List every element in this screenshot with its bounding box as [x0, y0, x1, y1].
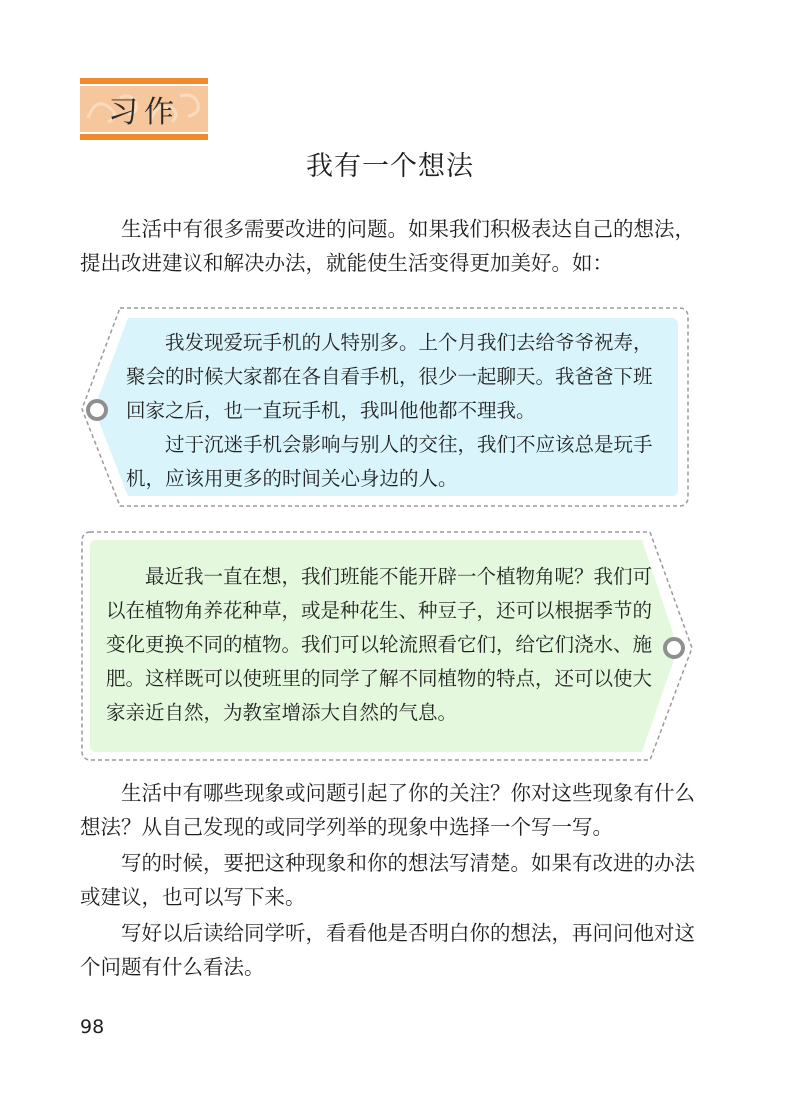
example-card-2: [80, 530, 694, 762]
card-ring-icon: [88, 401, 106, 419]
example-card-1: [80, 306, 690, 516]
page-number: 98: [80, 1016, 105, 1038]
page-title: 我有一个想法: [306, 151, 474, 182]
instruction-paragraph-1: 生活中有哪些现象或问题引起了你的关注？你对这些现象有什么想法？从自己发现的或同学列举的现象中选择一个写一写。: [80, 781, 695, 839]
card-ring-icon: [665, 639, 683, 657]
intro-paragraph: 生活中有很多需要改进的问题。如果我们积极表达自己的想法，提出改进建议和解决办法，就能使生活变得更加美好。如：: [80, 217, 695, 275]
instruction-paragraph-3: 写好以后读给同学听，看看他是否明白你的想法，再问问他对这个问题有什么看法。: [80, 921, 695, 979]
example-1-paragraph-2: 过于沉迷手机会影响与别人的交往，我们不应该总是玩手机，应该用更多的时间关心身边的人。: [126, 433, 653, 490]
example-card-2-text: [106, 560, 666, 730]
instruction-paragraph-2: 写的时候，要把这种现象和你的想法写清楚。如果有改进的办法或建议，也可以写下来。: [80, 851, 695, 909]
example-card-1-text: [126, 326, 666, 496]
section-tag-label: 习作: [108, 95, 180, 130]
section-tag: [80, 78, 208, 140]
example-1-paragraph-1: 我发现爱玩手机的人特别多。上个月我们去给爷爷祝寿，聚会的时候大家都在各自看手机，很少一起聊天。我爸爸下班回家之后，也一直玩手机，我叫他他都不理我。: [126, 331, 653, 422]
example-2-paragraph-1: 最近我一直在想，我们班能不能开辟一个植物角呢？我们可以在植物角养花种草，或是种花生、种豆子，还可以根据季节的变化更换不同的植物。我们可以轮流照看它们，给它们浇水、施肥。这样既可以使班里的同学了解不同植物的特点，还可以使大家亲近自然，为教室增添大自然的气息。: [106, 565, 653, 724]
